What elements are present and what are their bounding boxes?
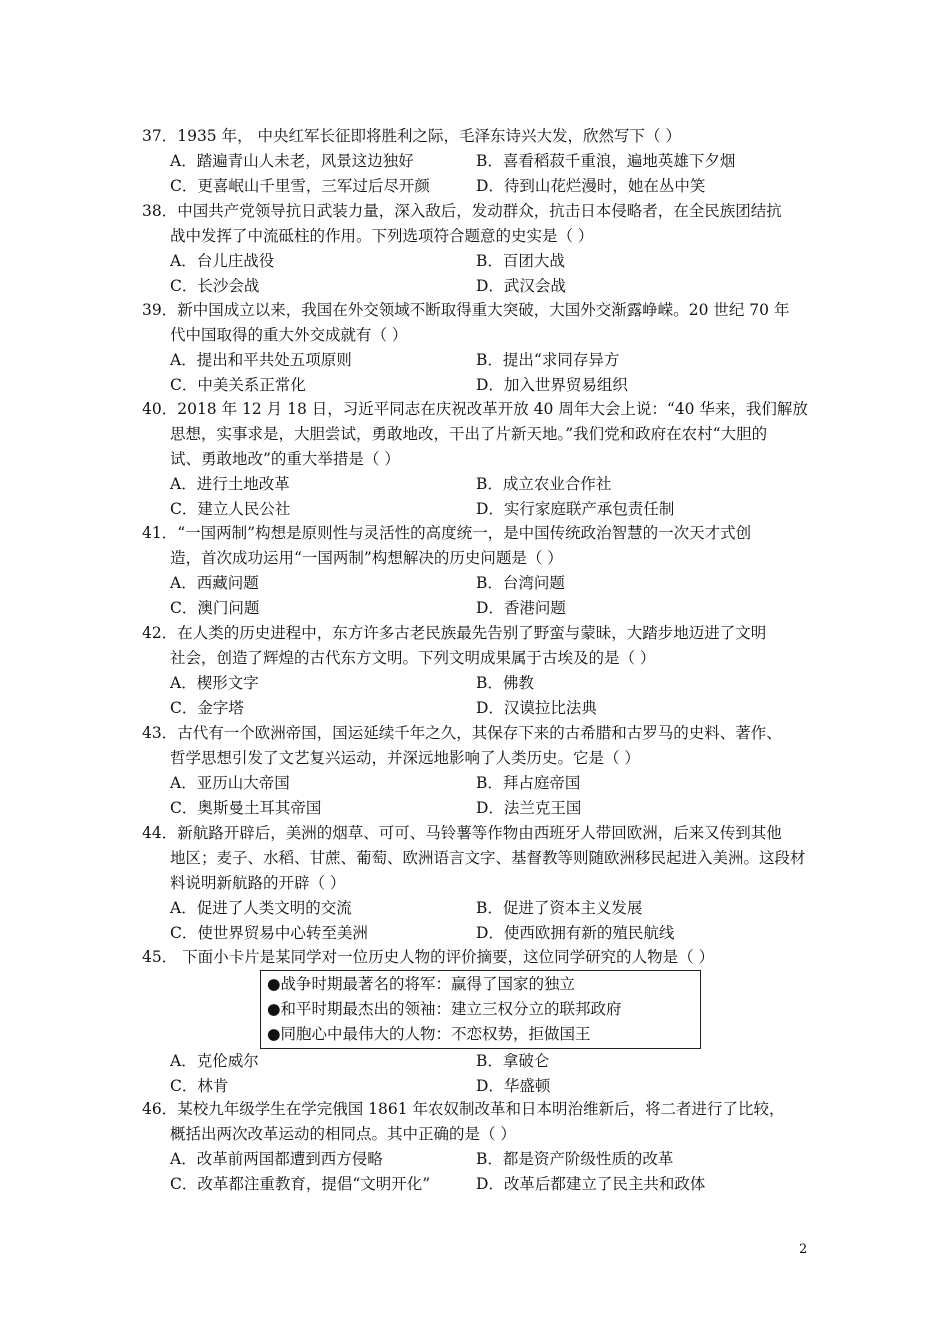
option-a: A．促进了人类文明的交流	[170, 899, 352, 917]
options	[142, 472, 812, 522]
question-stem-continued: 社会，创造了辉煌的古代东方文明。下列文明成果属于古埃及的是（ ）	[170, 649, 656, 667]
question-stem-continued: 哲学思想引发了文艺复兴运动，并深远地影响了人类历史。它是（ ）	[170, 749, 640, 767]
option-c: C．建立人民公社	[170, 500, 291, 518]
option-d: D．实行家庭联产承包责任制	[476, 500, 675, 518]
question-stem-continued: 地区；麦子、水稻、甘蔗、葡萄、欧洲语言文字、基督教等则随欧洲移民起进入美洲。这段材	[170, 849, 806, 867]
option-c: C．改革都注重教育，提倡“文明开化”	[170, 1175, 431, 1193]
question-stem-continued: 造，首次成功运用“一国两制”构想解决的历史问题是（ ）	[170, 549, 563, 567]
card-item: ●战争时期最著名的将军：赢得了国家的独立	[267, 975, 576, 993]
options	[142, 1147, 812, 1197]
question-44	[142, 821, 812, 946]
option-c: C．更喜岷山千里雪，三军过后尽开颜	[170, 177, 430, 195]
option-b: B．台湾问题	[476, 574, 565, 592]
question-stem: 44．新航路开辟后，美洲的烟草、可可、马铃薯等作物由西班牙人带回欧洲，后来又传到其他	[142, 824, 782, 842]
question-stem: 40．2018 年 12 月 18 日，习近平同志在庆祝改革开放 40 周年大会上说：“40 华来，我们解放	[142, 400, 808, 418]
option-c: C．中美关系正常化	[170, 376, 306, 394]
question-stem: 38．中国共产党领导抗日武装力量，深入敌后，发动群众，抗击日本侵略者，在全民族团结抗	[142, 202, 782, 220]
option-d: D．华盛顿	[476, 1077, 551, 1095]
question-42	[142, 621, 812, 721]
option-d: D．武汉会战	[476, 277, 566, 295]
question-43	[142, 721, 812, 821]
question-stem-continued: 代中国取得的重大外交成就有（ ）	[170, 326, 408, 344]
option-d: D．待到山花烂漫时，她在丛中笑	[476, 177, 706, 195]
option-a: A．提出和平共处五项原则	[170, 351, 352, 369]
question-stem-continued: 料说明新航路的开辟（ ）	[170, 874, 346, 892]
option-d: D．加入世界贸易组织	[476, 376, 628, 394]
question-stem-continued: 思想，实事求是，大胆尝试，勇敢地改，干出了片新天地。”我们党和政府在农村“大胆的	[170, 425, 768, 443]
option-a: A．西藏问题	[170, 574, 259, 592]
question-stem: 46．某校九年级学生在学完俄国 1861 年农奴制改革和日本明治维新后，将二者进行了比较，	[142, 1100, 785, 1118]
question-stem-continued: 试、勇敢地改”的重大举措是（ ）	[170, 450, 400, 468]
option-b: B．百团大战	[476, 252, 565, 270]
option-a: A．楔形文字	[170, 674, 259, 692]
summary-card	[260, 970, 701, 1049]
options	[142, 571, 812, 621]
card-item: ●和平时期最杰出的领袖：建立三权分立的联邦政府	[267, 1000, 622, 1018]
question-40	[142, 397, 812, 522]
option-b: B．促进了资本主义发展	[476, 899, 643, 917]
option-d: D．香港问题	[476, 599, 566, 617]
options	[142, 896, 812, 946]
option-b: B．成立农业合作社	[476, 475, 612, 493]
option-b: B．提出“求同存异方	[476, 351, 620, 369]
option-d: D．改革后都建立了民主共和政体	[476, 1175, 706, 1193]
options	[142, 771, 812, 821]
option-b: B．拿破仑	[476, 1052, 550, 1070]
options	[142, 249, 812, 299]
question-39	[142, 298, 812, 398]
question-45	[142, 945, 812, 1099]
option-a: A．踏遍青山人未老，风景这边独好	[170, 152, 414, 170]
option-a: A．改革前两国都遭到西方侵略	[170, 1150, 383, 1168]
option-b: B．拜占庭帝国	[476, 774, 581, 792]
question-stem: 41．“一国两制”构想是原则性与灵活性的高度统一，是中国传统政治智慧的一次天才式创	[142, 524, 752, 542]
option-a: A．进行土地改革	[170, 475, 290, 493]
question-46	[142, 1097, 812, 1197]
option-c: C．金字塔	[170, 699, 244, 717]
option-a: A．克伦威尔	[170, 1052, 259, 1070]
options	[142, 348, 812, 398]
option-d: D．使西欧拥有新的殖民航线	[476, 924, 675, 942]
option-c: C．长沙会战	[170, 277, 260, 295]
page-number: 2	[799, 1242, 808, 1257]
question-stem: 42．在人类的历史进程中，东方许多古老民族最先告别了野蛮与蒙昧，大踏步地迈进了文明	[142, 624, 767, 642]
option-c: C．使世界贸易中心转至美洲	[170, 924, 368, 942]
option-c: C．林肯	[170, 1077, 229, 1095]
options	[142, 149, 812, 199]
question-stem-continued: 概括出两次改革运动的相同点。其中正确的是（ ）	[170, 1125, 516, 1143]
option-b: B．都是资产阶级性质的改革	[476, 1150, 674, 1168]
option-d: D．汉谟拉比法典	[476, 699, 597, 717]
question-stem: 39．新中国成立以来，我国在外交领域不断取得重大突破，大国外交渐露峥嵘。20 世纪 70 年	[142, 301, 790, 319]
card-item: ●同胞心中最伟大的人物：不恋权势，拒做国王	[267, 1025, 591, 1043]
option-c: C．澳门问题	[170, 599, 260, 617]
question-41	[142, 521, 812, 621]
question-stem-continued: 战中发挥了中流砥柱的作用。下列选项符合题意的史实是（ ）	[170, 227, 594, 245]
option-b: B．佛教	[476, 674, 534, 692]
question-37	[142, 124, 812, 199]
options	[142, 1049, 812, 1099]
option-c: C．奥斯曼土耳其帝国	[170, 799, 322, 817]
question-38	[142, 199, 812, 299]
option-a: A．亚历山大帝国	[170, 774, 290, 792]
option-b: B．喜看稻菽千重浪，遍地英雄下夕烟	[476, 152, 736, 170]
question-stem: 43．古代有一个欧洲帝国，国运延续千年之久，其保存下来的古希腊和古罗马的史料、著作、	[142, 724, 782, 742]
question-stem: 37．1935 年， 中央红军长征即将胜利之际，毛泽东诗兴大发，欣然写下（ ）	[142, 127, 681, 145]
option-d: D．法兰克王国	[476, 799, 582, 817]
option-a: A．台儿庄战役	[170, 252, 275, 270]
question-stem: 45． 下面小卡片是某同学对一位历史人物的评价摘要，这位同学研究的人物是（ ）	[142, 948, 715, 966]
options	[142, 671, 812, 721]
